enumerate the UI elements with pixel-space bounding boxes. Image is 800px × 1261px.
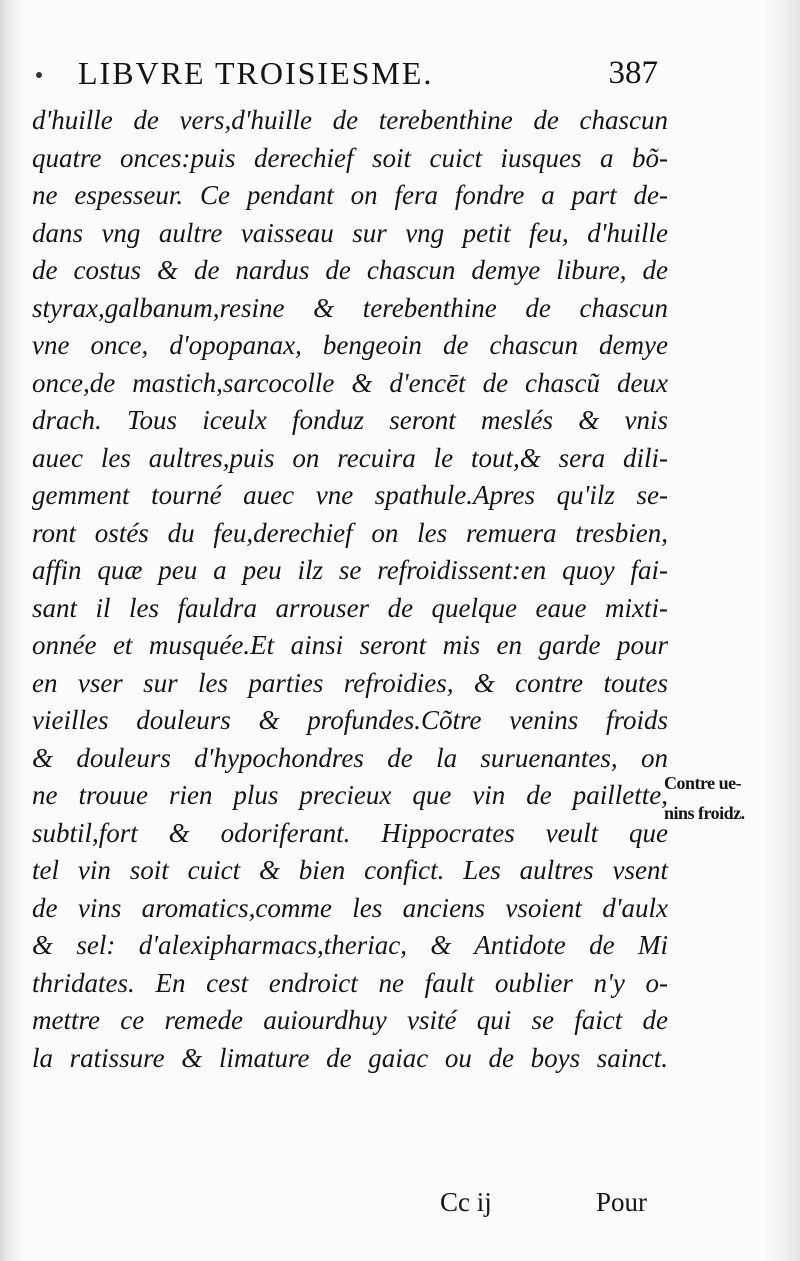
text-line: ront ostés du feu,derechief on les remuera tresbien, — [32, 517, 668, 548]
ornament-dot — [36, 72, 42, 78]
page-gutter-shadow — [0, 0, 24, 1261]
text-line: subtil,fort & odoriferant. Hippocrates veult que — [32, 817, 668, 848]
margin-note-line: nins froidz. — [664, 803, 745, 823]
text-line: de vins aromatics,comme les anciens vsoient d'aulx — [32, 892, 668, 923]
text-line: quatre onces:puis derechief soit cuict iusques a bõ- — [32, 142, 668, 173]
text-line: vne once, d'opopanax, bengeoin de chascun demye — [32, 330, 668, 360]
text-line: mettre ce remede auiourdhuy vsité qui se faict de — [32, 1005, 668, 1035]
text-line: ne espesseur. Ce pendant on fera fondre a part de- — [32, 180, 668, 210]
page-edge-shadow — [764, 0, 800, 1261]
page-number: 387 — [608, 55, 658, 91]
text-line: sant il les fauldra arrouser de quelque eaue mixti- — [32, 592, 668, 623]
text-line: once,de mastich,sarcocolle & d'encēt de chascũ deux — [32, 367, 668, 398]
margin-note — [664, 768, 780, 828]
signature-mark: Cc ij — [440, 1187, 492, 1217]
text-line: & douleurs d'hypochondres de la suruenantes, on — [32, 742, 668, 773]
running-title: LIBVRE TROISIESME. — [78, 55, 434, 91]
text-line: la ratissure & limature de gaiac ou de boys sainct. — [32, 1042, 668, 1073]
text-line: ne trouue rien plus precieux que vin de paillette, — [32, 780, 668, 810]
running-head — [78, 50, 658, 96]
text-line: en vser sur les parties refroidies, & contre toutes — [32, 667, 668, 698]
text-line: & sel: d'alexipharmacs,theriac, & Antidote de Mi — [32, 930, 668, 960]
text-line: styrax,galbanum,resine & terebenthine de chascun — [32, 292, 668, 323]
text-line: de costus & de nardus de chascun demye libure, de — [32, 255, 668, 285]
text-line: d'huille de vers,d'huille de terebenthine de chascun — [32, 105, 668, 135]
text-line: gemment tourné auec vne spathule.Apres qu'ilz se- — [32, 480, 668, 510]
margin-note-line: Contre ue- — [664, 773, 742, 793]
text-line: vieilles douleurs & profundes.Cõtre venins froids — [32, 705, 668, 735]
text-line: dans vng aultre vaisseau sur vng petit feu, d'huille — [32, 217, 668, 248]
text-line: drach. Tous iceulx fonduz seront meslés & vnis — [32, 405, 668, 435]
text-line: affin quæ peu a peu ilz se refroidissent:en quoy fai- — [32, 555, 668, 585]
catchword: Pour — [596, 1187, 648, 1217]
text-line: thridates. En cest endroict ne fault oublier n'y o- — [32, 967, 668, 998]
body-text — [32, 102, 668, 1077]
page-footer — [0, 1182, 800, 1222]
text-line: tel vin soit cuict & bien confict. Les aultres vsent — [32, 855, 668, 885]
text-line: onnée et musquée.Et ainsi seront mis en garde pour — [32, 630, 668, 660]
text-line: auec les aultres,puis on recuira le tout,& sera dili- — [32, 442, 668, 473]
